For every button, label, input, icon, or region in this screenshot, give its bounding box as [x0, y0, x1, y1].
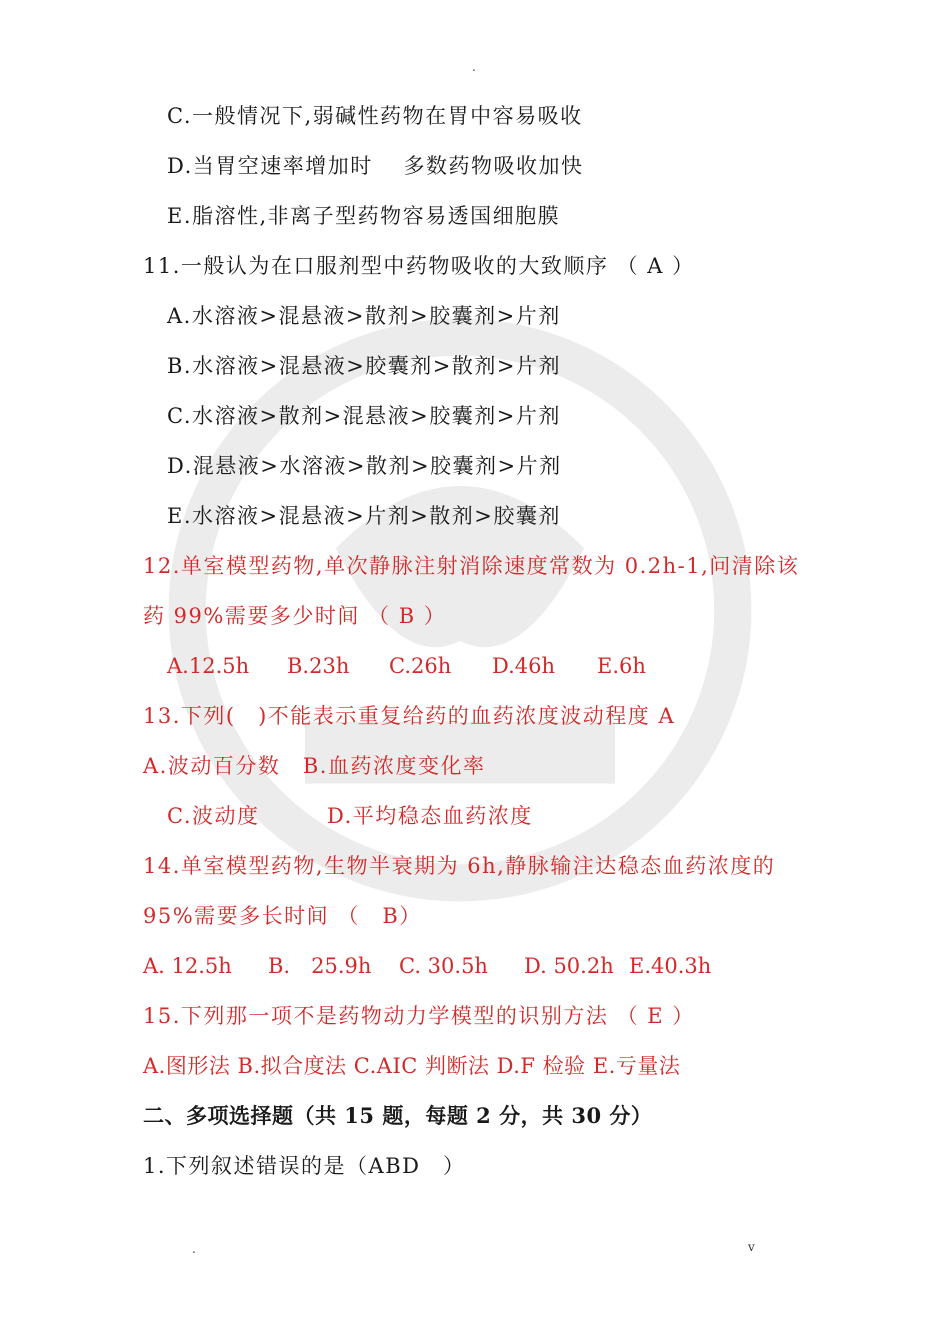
q12-option-a: A.12.5h — [167, 654, 250, 678]
section-2-heading: 二、多项选择题（共 15 题，每题 2 分，共 30 分） — [143, 1103, 653, 1128]
q11-option-c: C.水溶液>散剂>混悬液>胶囊剂>片剂 — [167, 404, 561, 428]
question-14-line-1: 14.单室模型药物,生物半衰期为 6h,静脉输注达稳态血药浓度的 — [143, 854, 776, 878]
question-11: 11.一般认为在口服剂型中药物吸收的大致顺序 （ A ） — [143, 254, 695, 278]
q14-option-e: E.40.3h — [629, 954, 712, 978]
q12-option-b: B.23h — [287, 654, 350, 678]
multi-question-1: 1.下列叙述错误的是（ABD ） — [143, 1154, 466, 1178]
question-15: 15.下列那一项不是药物动力学模型的识别方法 （ E ） — [143, 1004, 695, 1028]
q10-option-c: C.一般情况下,弱碱性药物在胃中容易吸收 — [167, 104, 583, 128]
footer-right-mark: v — [748, 1240, 755, 1254]
footer-left-dot: . — [192, 1242, 196, 1256]
q10-option-d: D.当胃空速率增加时 多数药物吸收加快 — [167, 154, 584, 178]
q11-option-e: E.水溶液>混悬液>片剂>散剂>胶囊剂 — [167, 504, 561, 528]
header-dot: . — [472, 60, 476, 74]
question-12-line-2: 药 99%需要多少时间 （ B ） — [143, 604, 447, 628]
q12-option-e: E.6h — [597, 654, 646, 678]
q14-option-a: A. 12.5h — [143, 954, 232, 978]
q14-option-c: C. 30.5h — [399, 954, 488, 978]
question-13: 13.下列( )不能表示重复给药的血药浓度波动程度 A — [143, 704, 676, 728]
q15-options: A.图形法 B.拟合度法 C.AIC 判断法 D.F 检验 E.亏量法 — [143, 1054, 681, 1078]
question-14-line-2: 95%需要多长时间 （ B） — [143, 904, 422, 928]
q13-options-ab: A.波动百分数 B.血药浓度变化率 — [143, 754, 486, 778]
q14-options — [143, 952, 763, 980]
question-12-line-1: 12.单室模型药物,单次静脉注射消除速度常数为 0.2h-1,问清除该 — [143, 554, 800, 578]
q10-option-e: E.脂溶性,非离子型药物容易透国细胞膜 — [167, 204, 561, 228]
q12-options — [167, 652, 767, 680]
q12-option-c: C.26h — [389, 654, 452, 678]
q14-option-d: D. 50.2h — [524, 954, 614, 978]
q11-option-d: D.混悬液>水溶液>散剂>胶囊剂>片剂 — [167, 454, 562, 478]
q11-option-a: A.水溶液>混悬液>散剂>胶囊剂>片剂 — [167, 304, 561, 328]
q12-option-d: D.46h — [492, 654, 556, 678]
q13-options-cd: C.波动度 D.平均稳态血药浓度 — [167, 804, 533, 828]
q14-option-b: B. 25.9h — [268, 954, 372, 978]
q11-option-b: B.水溶液>混悬液>胶囊剂>散剂>片剂 — [167, 354, 561, 378]
